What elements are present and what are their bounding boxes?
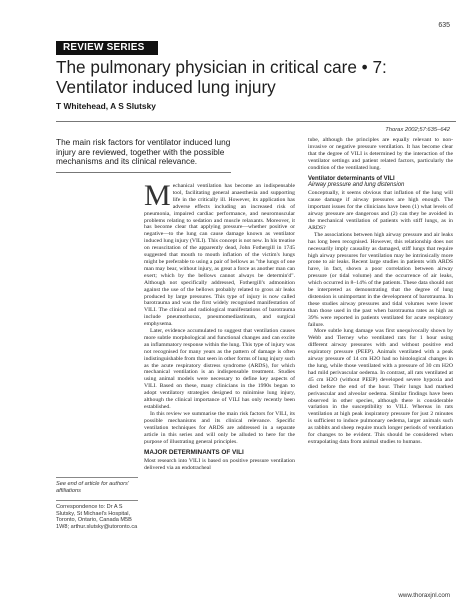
intro-paragraph-3: In this review we summarise the main risk factors for VILI, its possible mechanisms and its clinical relevance. Specific ventilation techniques for ARDS are addressed in a separate article in this series and will only be alluded to here for the purpose of illustrating general principles. [144, 410, 295, 445]
subsubsection-heading-pressure: Airway pressure and lung distension [308, 182, 405, 189]
right-paragraph-1: Conceptually, it seems obvious that inflation of the lung will cause damage if airway pressures are high enough. The important issues for the clinicians have been (1) what levels of airway pressure are dangerous and (2) can they be avoided in the mechanical ventilation of patients with stiff lungs, as in ARDS? [308, 190, 453, 231]
abstract-divider [56, 172, 231, 173]
right-paragraph-2: The associations between high airway pressure and air leaks has long been recognised. However, this relationship does not necessarily imply causality as damaged, stiff lungs that require high airway pressures for ventilation may be intrinsically more prone to air leaks. Recent large studies in patients with ARDS have, in fact, shown a poor correlation between airway pressure (or tidal volume) and the occurrence of air leaks, which occurred in 8–14% of the patients. These data should not be interpreted as demonstrating that the degree of lung distension is unimportant in the development of barotrauma. In these studies airway pressures and tidal volumes were lower than those used in the past when barotrauma rates as high as 39% were reported in patients ventilated for acute respiratory failure. [308, 231, 453, 328]
major-paragraph-1: Most research into VILI is based on positive pressure ventilation delivered via an endotracheal [144, 458, 295, 472]
intro-paragraph-1: Mechanical ventilation has become an indispensable tool, facilitating general anaesthesia and supporting life in the critically ill. However, its application has adverse effects including an increased risk of pneumonia, impaired cardiac performance, and neuromuscular problems relating to sedation and muscle relaxants. Moreover, it has become clear that applying pressure—whether positive or negative—to the lung can cause damage known as ventilator induced lung injury (VILI). This concept is not new. In his treatise on resuscitation of the apparently dead, John Fothergill in 1745 suggested that mouth to mouth inflation of the victim's lungs might be preferable to using a pair of bellows as "the lungs of one man may bear, without injury, as great a force as another man can exert; which by the bellows cannot always be determin'd". Although not specifically addressed, Fothergill's admonition against the use of the bellows probably related to gross air leaks produced by large pressures. This type of injury is now called barotrauma and was the first widely recognised manifestation of VILI. The clinical and radiological manifestations of barotrauma include pneumothorax, pneumomediastinum, and surgical emphysema. [144, 179, 295, 328]
body-column-right [308, 137, 453, 446]
sidebar-divider [56, 500, 138, 501]
article-title: The pulmonary physician in critical care • 7: Ventilator induced lung injury [56, 57, 387, 97]
body-column-left [144, 179, 296, 472]
right-paragraph-0: tube, although the principles are equally relevant to non-invasive or negative pressure ventilation. It has become clear that the degree of VILI is determined by the interaction of the ventilator settings and patient related factors, particularly the condition of the ventilated lung. [308, 137, 453, 171]
right-paragraph-3: More subtle lung damage was first unequivocally shown by Webb and Tierney who ventilated rats for 1 hour using different airway pressures with and without positive end expiratory pressure (PEEP). Animals ventilated with a peak airway pressure of 14 cm H2O had no histological changes in the lung, while those ventilated with a pressure of 30 cm H2O had mild perivascular oedema. In contrast, all rats ventilated at 45 cm H2O (without PEEP) developed severe hypoxia and died before the end of the hour. Their lungs had marked perivascular and alveolar oedema. Similar findings have been observed in other species, although there is considerable variation in the susceptibility to VILI. Whereas in rats ventilation at high peak inspiratory pressure for just 2 minutes is sufficient to induce pulmonary oedema, larger animals such as rabbits and sheep require much longer periods of ventilation for changes to be evident. This should be considered when extrapolating data from animal studies to humans. [308, 328, 453, 445]
series-banner: REVIEW SERIES [56, 41, 158, 55]
subsection-heading-ventilator: Ventilator determinants of VILI [308, 175, 395, 182]
page-number: 635 [438, 22, 450, 29]
affiliations-note: See end of article for authors' affiliations [56, 477, 138, 494]
journal-url[interactable]: www.thoraxjnl.com [398, 592, 450, 599]
abstract: The main risk factors for ventilator induced lung injury are reviewed, together with the possible mechanisms and its clinical relevance. [56, 137, 231, 167]
correspondence-note: Correspondence to: Dr A S Slutsky, St Michael's Hospital, Toronto, Ontario, Canada M5B 1W8; arthur.slutsky@utoronto.ca [56, 500, 138, 530]
section-heading-major: MAJOR DETERMINANTS OF VILI [144, 449, 244, 457]
drop-cap: M [144, 179, 171, 212]
intro-paragraph-2: Later, evidence accumulated to suggest that ventilation causes more subtle morphological and functional changes and can excite an inflammatory response within the lung. This type of injury was not recognised for many years as the pattern of damage is often indistinguishable from that seen in other forms of lung injury such as the acute respiratory distress syndrome (ARDS), for which mechanical ventilation is an indispensable treatment. Studies using animal models were necessary to define key aspects of VILI. Based on these, many clinicians in the 1990s began to adopt ventilatory strategies designed to minimise lung injury, although the clinical importance of VILI has only recently been established. [144, 328, 296, 410]
sidebar-divider [56, 477, 138, 478]
journal-citation: Thorax 2002;57:635–642 [385, 127, 450, 133]
article-authors: T Whitehead, A S Slutsky [56, 101, 156, 111]
header-divider [56, 121, 456, 122]
